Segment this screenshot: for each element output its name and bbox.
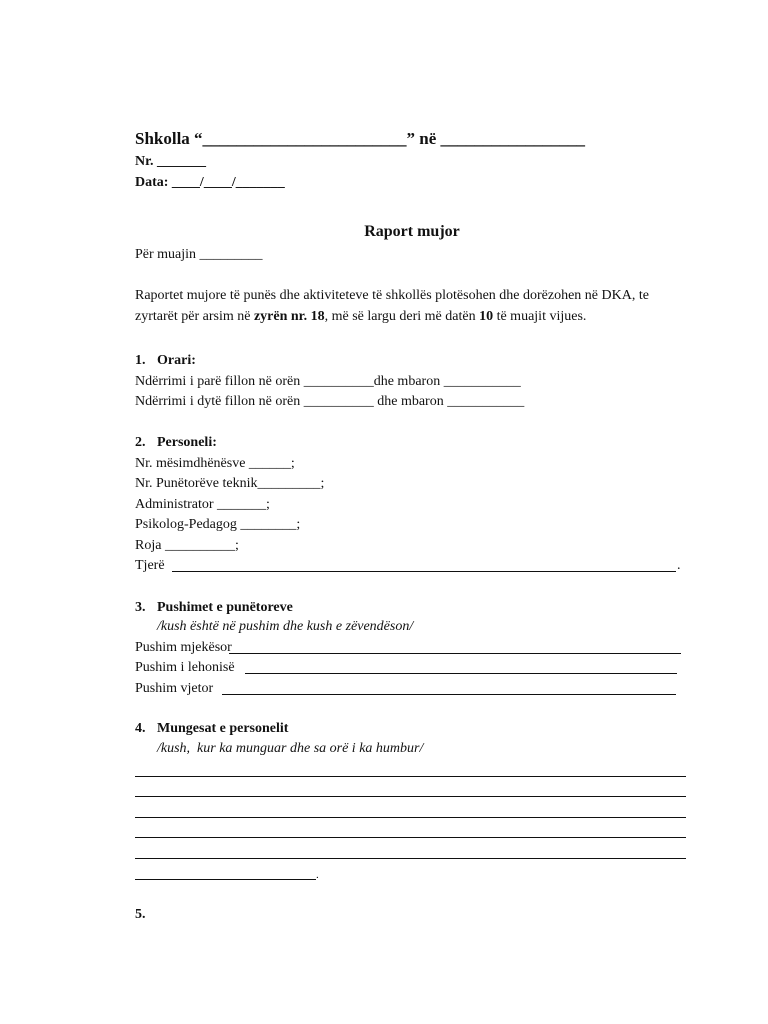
shift-1-row: Ndërrimi i parë fillon në orën __________dhe mbaron ___________ — [135, 374, 521, 389]
annual-leave-label: Pushim vjetor — [135, 681, 214, 696]
guard-row: Roja __________; — [135, 538, 239, 553]
others-row — [135, 557, 165, 575]
section-2-heading — [135, 434, 217, 452]
intro-line-1: Raportet mujore të punës dhe aktiviteteve të shkollës plotësohen dhe dorëzohen në DKA, te — [135, 288, 649, 303]
section-1-heading — [135, 352, 196, 370]
medical-leave-fill-line — [229, 653, 681, 654]
month-line: Për muajin _________ — [135, 247, 263, 262]
others-label: Tjerë — [135, 558, 165, 573]
teachers-row: Nr. mësimdhënësve ______; — [135, 456, 295, 471]
section-3-note: /kush është në pushim dhe kush e zëvendëson/ — [157, 619, 414, 634]
administrator-row: Administrator _______; — [135, 497, 270, 512]
absence-line-2 — [135, 796, 686, 797]
maternity-leave-fill-line — [245, 673, 677, 674]
intro-office: zyrën nr. 18 — [253, 309, 325, 324]
section-4-note: /kush, kur ka munguar dhe sa orë i ka humbur/ — [157, 741, 424, 756]
section-2-title: Personeli: — [157, 435, 217, 450]
others-fill-line — [172, 571, 676, 572]
shift-2-row: Ndërrimi i dytë fillon në orën __________ dhe mbaron ___________ — [135, 394, 525, 409]
section-1-number: 1. — [135, 353, 146, 368]
section-3-heading — [135, 599, 293, 617]
section-3-number: 3. — [135, 600, 146, 615]
annual-leave-fill-line — [222, 694, 676, 695]
medical-leave-row — [135, 639, 232, 657]
absence-end-mark: . — [316, 869, 319, 881]
intro-day: 10 — [479, 309, 494, 324]
number-line: Nr. _______ — [135, 154, 207, 169]
school-line: Shkolla “________________________” në _________________ — [135, 129, 586, 148]
absence-line-1 — [135, 776, 686, 777]
absence-line-4 — [135, 837, 686, 838]
technical-staff-row: Nr. Punëtorëve teknik_________; — [135, 476, 325, 491]
section-4-number: 4. — [135, 721, 146, 736]
medical-leave-label: Pushim mjekësor — [135, 640, 232, 655]
section-4-title: Mungesat e personelit — [157, 721, 289, 736]
section-2-number: 2. — [135, 435, 146, 450]
section-5-number: 5. — [135, 907, 146, 922]
section-1-title: Orari: — [157, 353, 196, 368]
section-3-title: Pushimet e punëtoreve — [157, 600, 293, 615]
maternity-leave-row — [135, 659, 235, 677]
absence-line-5 — [135, 858, 686, 859]
psychologist-row: Psikolog-Pedagog ________; — [135, 517, 301, 532]
annual-leave-row — [135, 680, 213, 698]
section-4-heading — [135, 720, 288, 738]
intro-text-c: , më së largu deri më datën — [324, 309, 480, 324]
date-line: Data: ____/____/_______ — [135, 175, 285, 190]
intro-text-a: zyrtarët për arsim në — [135, 309, 254, 324]
others-end-mark: . — [677, 558, 681, 573]
absence-line-6 — [135, 879, 316, 880]
intro-line-2 — [135, 308, 586, 326]
document-title: Raport mujor — [364, 223, 460, 240]
maternity-leave-label: Pushim i lehonisë — [135, 660, 235, 675]
absence-line-3 — [135, 817, 686, 818]
intro-text-e: të muajit vijues. — [493, 309, 587, 324]
